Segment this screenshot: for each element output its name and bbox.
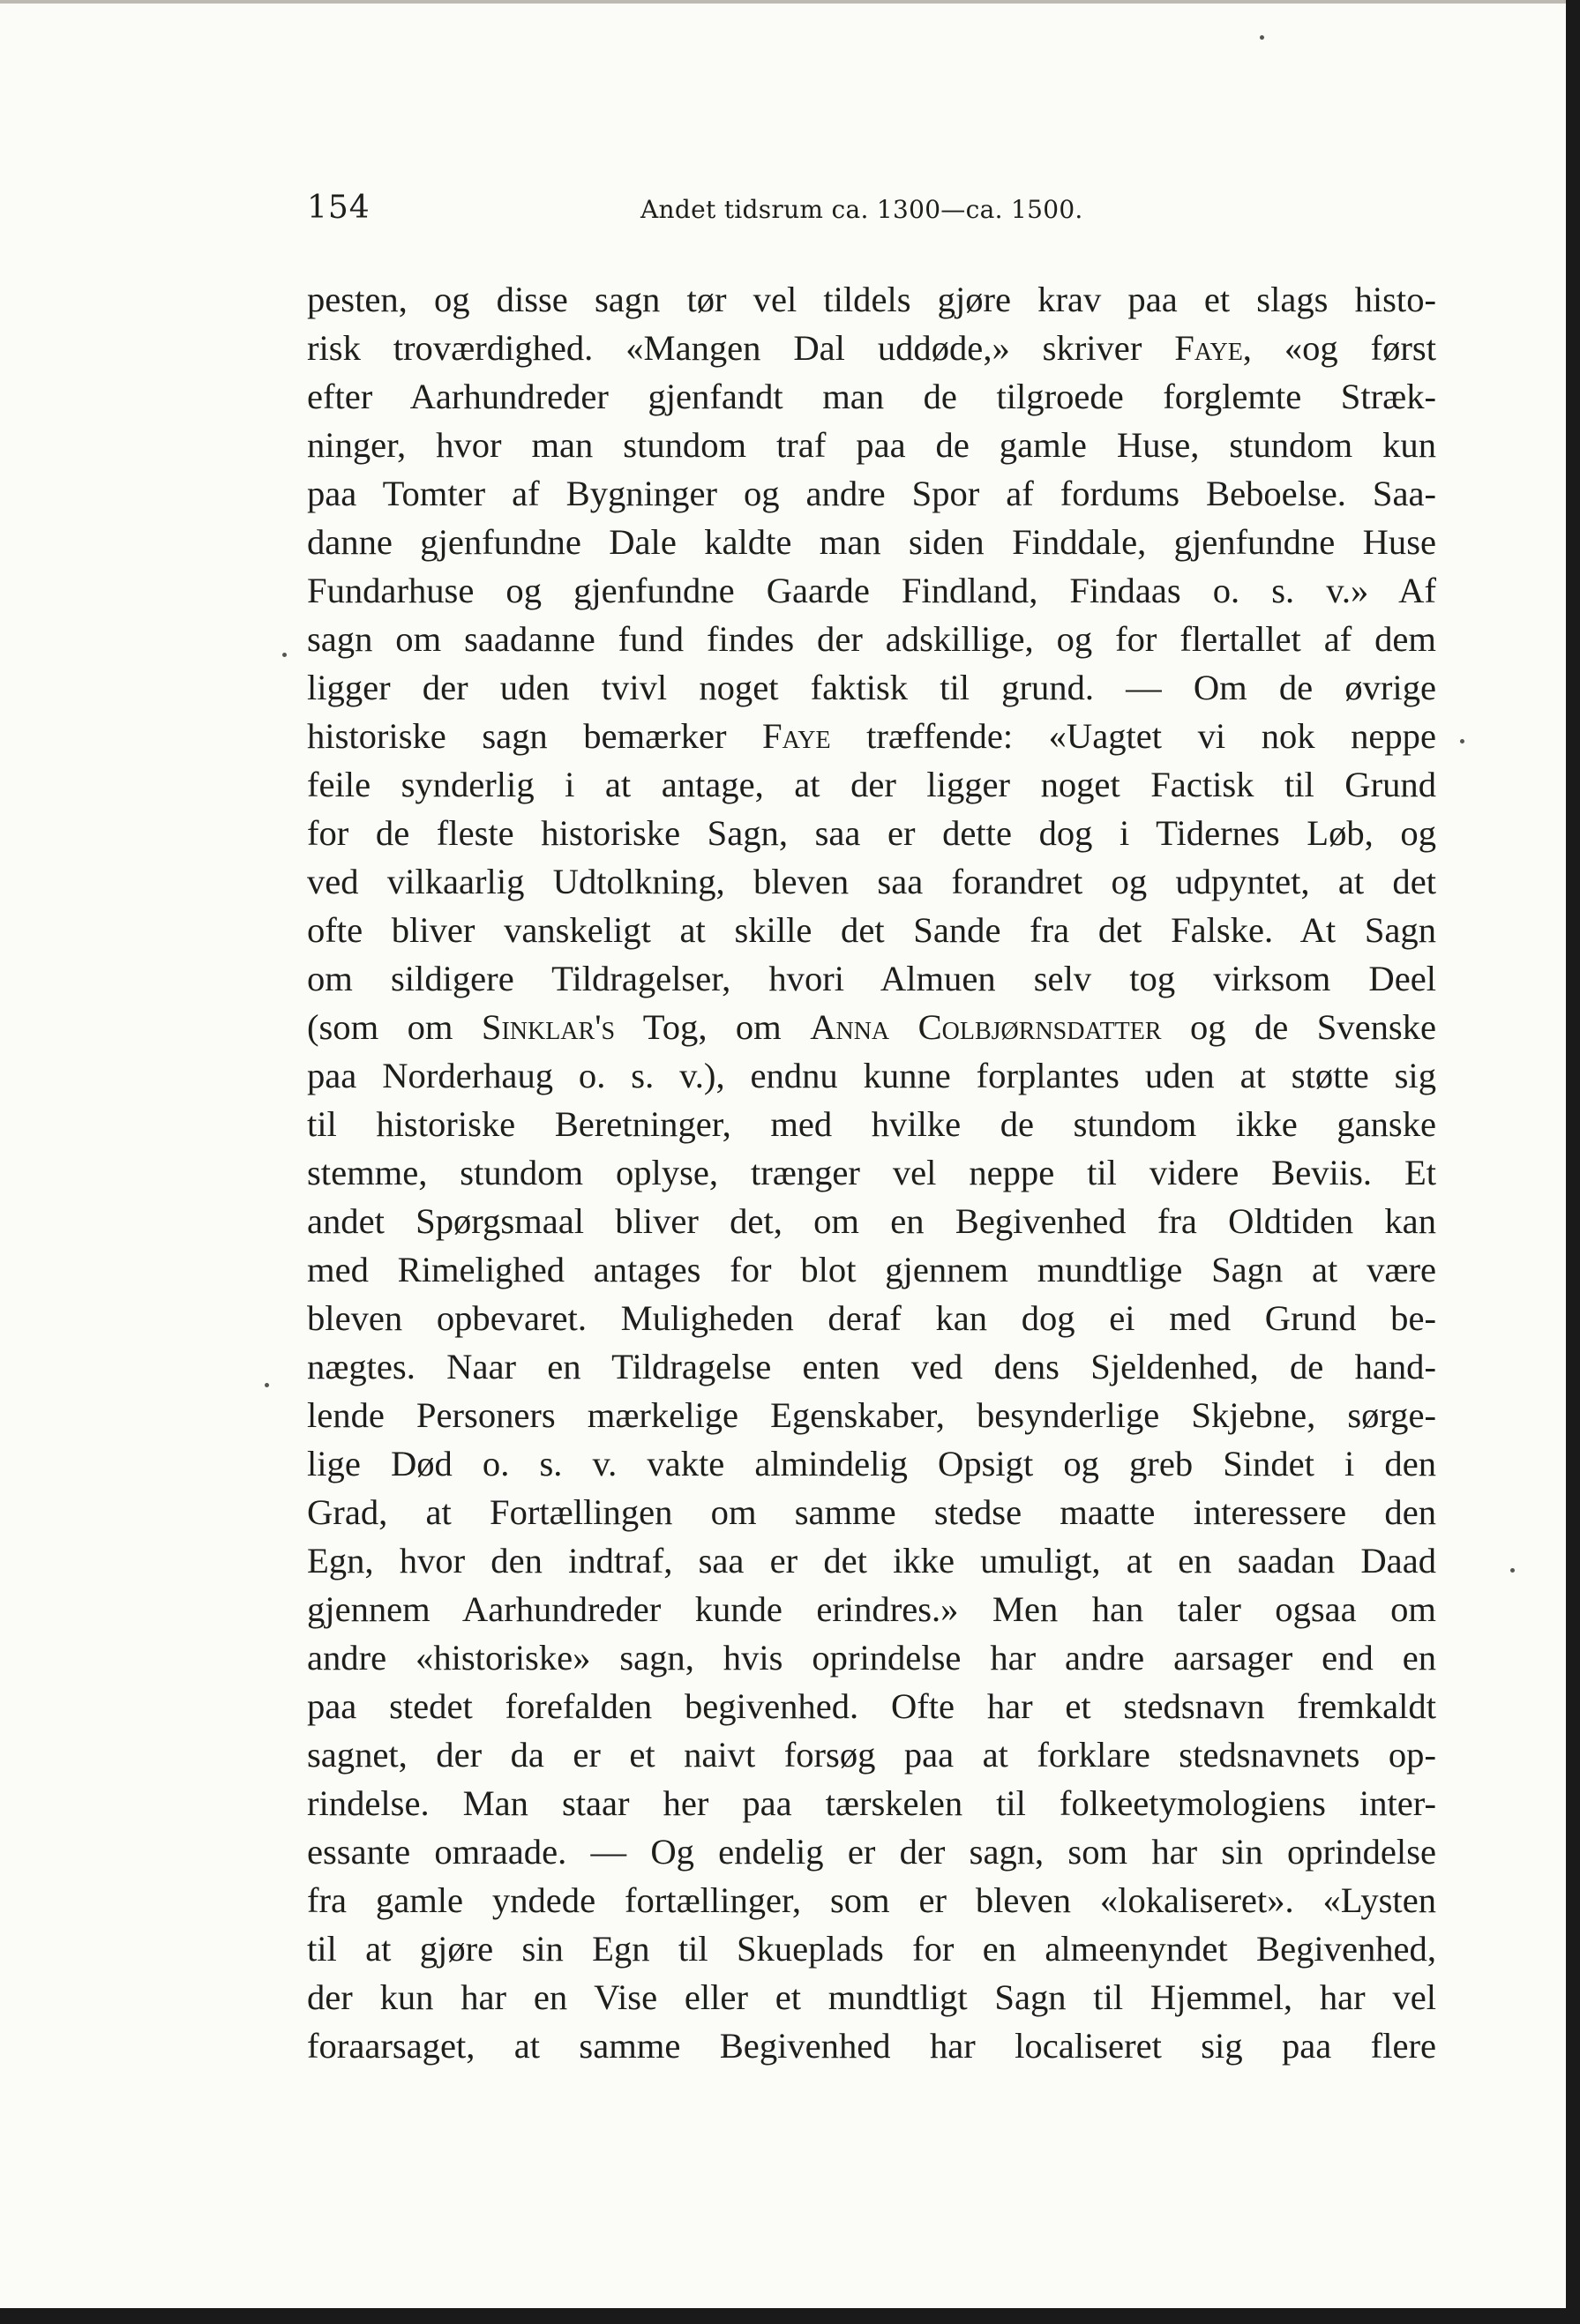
scan-edge-bottom (0, 2308, 1580, 2324)
text-line: gjennem Aarhundreder kunde erindres.» Men han taler ogsaa om (307, 1589, 1436, 1629)
text-line (307, 712, 1436, 760)
text-segment: , «og først (1242, 328, 1436, 368)
text-line: andet Spørgsmaal bliver det, om en Begivenhed fra Oldtiden kan (307, 1201, 1436, 1241)
running-title: Andet tidsrum ca. 1300—ca. 1500. (640, 195, 1083, 224)
small-caps-name: Faye (1174, 328, 1243, 368)
body-text (307, 275, 1436, 2070)
page-number: 154 (307, 190, 371, 226)
text-line: ofte bliver vanskeligt at skille det Sande fra det Falske. At Sagn (307, 910, 1436, 950)
text-line: paa Norderhaug o. s. v.), endnu kunne forplantes uden at støtte sig (307, 1056, 1436, 1095)
text-line: efter Aarhundreder gjenfandt man de tilgroede forglemte Stræk- (307, 377, 1436, 416)
text-line: med Rimelighed antages for blot gjennem mundtlige Sagn at være (307, 1250, 1436, 1289)
running-head (307, 190, 1434, 235)
small-caps-name: Faye (762, 716, 831, 756)
small-caps-name: Sinklar's (481, 1007, 616, 1047)
scan-edge-right (1566, 0, 1580, 2324)
ink-speck (265, 1383, 269, 1387)
text-segment: og de Svenske (1161, 1007, 1436, 1047)
text-line: ved vilkaarlig Udtolkning, bleven saa forandret og udpyntet, at det (307, 862, 1436, 901)
text-segment: historiske sagn bemærker (307, 716, 763, 756)
text-line: om sildigere Tildragelser, hvori Almuen selv tog virksom Deel (307, 959, 1436, 998)
text-line: nægtes. Naar en Tildragelse enten ved dens Sjeldenhed, de hand- (307, 1347, 1436, 1386)
text-line: fra gamle yndede fortællinger, som er bleven «lokaliseret». «Lysten (307, 1880, 1436, 1920)
text-segment: Tog, om (615, 1007, 811, 1047)
text-line: Fundarhuse og gjenfundne Gaarde Findland, Findaas o. s. v.» Af (307, 571, 1436, 610)
text-line: andre «historiske» sagn, hvis oprindelse har andre aarsager end en (307, 1638, 1436, 1678)
text-line: til at gjøre sin Egn til Skueplads for en almeenyndet Begivenhed, (307, 1929, 1436, 1969)
scan-edge-top (0, 0, 1580, 4)
text-line: ninger, hvor man stundom traf paa de gamle Huse, stundom kun (307, 425, 1436, 465)
text-line: stemme, stundom oplyse, trænger vel neppe til videre Beviis. Et (307, 1153, 1436, 1192)
text-line: danne gjenfundne Dale kaldte man siden Finddale, gjenfundne Huse (307, 522, 1436, 562)
ink-speck (282, 653, 287, 657)
text-segment: risk troværdighed. «Mangen Dal uddøde,» skriver (307, 328, 1175, 368)
text-segment: (som om (307, 1007, 482, 1047)
text-segment: træffende: «Uagtet vi nok neppe (830, 716, 1436, 756)
text-line: foraarsaget, at samme Begivenhed har localiseret sig paa flere (307, 2026, 1436, 2066)
text-line: lige Død o. s. v. vakte almindelig Opsigt og greb Sindet i den (307, 1444, 1436, 1483)
text-line: paa stedet forefalden begivenhed. Ofte har et stedsnavn fremkaldt (307, 1686, 1436, 1726)
text-line (307, 1003, 1436, 1051)
ink-speck (1460, 739, 1464, 744)
text-line: pesten, og disse sagn tør vel tildels gjøre krav paa et slags histo- (307, 280, 1436, 319)
text-line (307, 324, 1436, 372)
ink-speck (1260, 35, 1264, 40)
text-line: Grad, at Fortællingen om samme stedse maatte interessere den (307, 1492, 1436, 1532)
ink-speck (1510, 1568, 1515, 1573)
text-line: sagnet, der da er et naivt forsøg paa at forklare stedsnavnets op- (307, 1735, 1436, 1775)
small-caps-name: Anna Colbjørnsdatter (810, 1007, 1162, 1047)
text-line: ligger der uden tvivl noget faktisk til grund. — Om de øvrige (307, 668, 1436, 707)
text-line: sagn om saadanne fund findes der adskillige, og for flertallet af dem (307, 619, 1436, 659)
text-line: der kun har en Vise eller et mundtligt Sagn til Hjemmel, har vel (307, 1977, 1436, 2017)
text-line: feile synderlig i at antage, at der ligger noget Factisk til Grund (307, 765, 1436, 804)
text-line: rindelse. Man staar her paa tærskelen til folkeetymologiens inter- (307, 1783, 1436, 1823)
text-line: essante omraade. — Og endelig er der sagn, som har sin oprindelse (307, 1832, 1436, 1872)
text-line: lende Personers mærkelige Egenskaber, besynderlige Skjebne, sørge- (307, 1395, 1436, 1435)
text-line: Egn, hvor den indtraf, saa er det ikke umuligt, at en saadan Daad (307, 1541, 1436, 1580)
text-line: for de fleste historiske Sagn, saa er dette dog i Tidernes Løb, og (307, 813, 1436, 853)
text-line: til historiske Beretninger, med hvilke de stundom ikke ganske (307, 1104, 1436, 1144)
text-line: bleven opbevaret. Muligheden deraf kan dog ei med Grund be- (307, 1298, 1436, 1338)
text-line: paa Tomter af Bygninger og andre Spor af fordums Beboelse. Saa- (307, 474, 1436, 513)
